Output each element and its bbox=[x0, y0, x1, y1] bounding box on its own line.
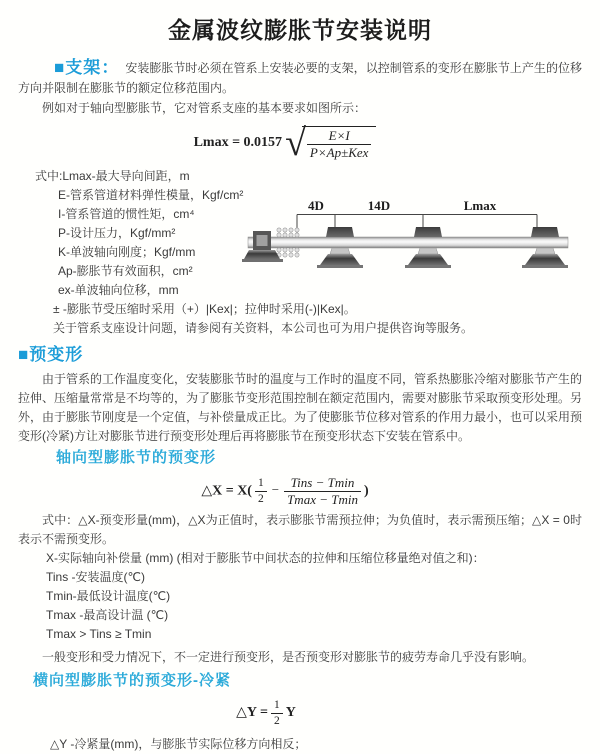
dimension-label-lmax: Lmax bbox=[463, 197, 497, 213]
half-numerator: 1 bbox=[255, 477, 267, 492]
axial-final-note: 一般变形和受力情况下，不一定进行预变形，是否预变形对膨胀节的疲劳寿命几乎没有影响。 bbox=[42, 650, 535, 665]
delta-y-numerator: 1 bbox=[271, 699, 283, 714]
definition-line: Ap-膨胀节有效面积，cm² bbox=[58, 263, 193, 278]
axial-note-line: Tins -安装温度(℃) bbox=[46, 570, 146, 585]
delta-y-half-fraction bbox=[271, 699, 283, 727]
subheading-axial-preform: 轴向型膨胀节的预变形 bbox=[56, 448, 217, 466]
axial-note-line: Tmax -最高设计温 (℃) bbox=[46, 608, 169, 623]
section-heading-preform: ■预变形 bbox=[18, 344, 84, 364]
dimension-label-4d: 4D bbox=[308, 197, 324, 213]
definition-line: E-管系管道材料弹性模量，Kgf/cm² bbox=[58, 187, 244, 202]
delta-y-denominator: 2 bbox=[273, 714, 280, 727]
pipe-support-diagram bbox=[240, 197, 595, 294]
delta-x-main-note: 式中：△X-预变形量(mm)，△X为正值时，表示膨胀节需预拉伸；为负值时，表示需预压缩；△X = 0时表示不需预变形。 bbox=[18, 513, 582, 547]
formula-lmax-lhs: Lmax = 0.0157 bbox=[193, 135, 283, 151]
support-intro-text: 安装膨胀节时必须在管系上安装必要的支架，以控制管系的变形在膨胀节上产生的位移方向并限制在膨胀节的额定位移范围内。 bbox=[18, 61, 582, 95]
pipe bbox=[248, 237, 568, 248]
definition-line: P-设计压力，Kgf/mm² bbox=[58, 225, 176, 240]
formula-delta-y-lhs: △Y = bbox=[236, 705, 268, 721]
formula-delta-y bbox=[0, 699, 532, 727]
formula-delta-x bbox=[0, 476, 570, 508]
consult-note: 关于管系支座设计问题，请参阅有关资料，本公司也可为用户提供咨询等服务。 bbox=[53, 320, 474, 335]
one-half-fraction bbox=[255, 477, 267, 505]
dimension-label-14d: 14D bbox=[367, 197, 391, 213]
lmax-fraction-numerator: E×I bbox=[307, 129, 372, 145]
formula-delta-y-rhs: Y bbox=[285, 705, 296, 721]
half-denominator: 2 bbox=[257, 492, 264, 505]
definition-line: ex-单波轴向位移，mm bbox=[58, 282, 179, 297]
formula-lmax bbox=[0, 122, 570, 165]
support-intro-paragraph bbox=[18, 58, 582, 98]
formula-delta-x-lhs: △X = X( bbox=[201, 483, 252, 499]
subheading-lateral-preform: 横向型膨胀节的预变形-冷紧 bbox=[33, 672, 231, 690]
document-page bbox=[0, 16, 600, 753]
axial-note-line: Tmax > Tins ≥ Tmin bbox=[46, 627, 152, 642]
axial-note-line: X-实际轴向补偿量 (mm) (相对于膨胀节中间状态的拉伸和压缩位移量绝对值之和)： bbox=[46, 551, 485, 566]
definition-line: I-管系管道的惯性矩，cm⁴ bbox=[58, 206, 195, 221]
definitions-and-diagram bbox=[0, 167, 600, 300]
formula-delta-x-rhs: ) bbox=[363, 483, 369, 499]
radical-sign-icon: √ bbox=[285, 122, 306, 165]
temperature-fraction bbox=[284, 476, 361, 508]
axial-note-line: Tmin-最低设计温度(℃) bbox=[46, 589, 171, 604]
delta-y-note: △Y -冷紧量(mm)，与膨胀节实际位移方向相反； bbox=[50, 737, 307, 752]
preform-paragraph: 由于管系的工作温度变化，安装膨胀节时的温度与工作时的温度不同，管系热膨胀冷缩对膨胀节产生的拉伸、压缩量常常是不均等的，为了膨胀节变形范围控制在额定范围内，需要对膨胀节采取预变形处理。另外，由于膨胀节刚度是一个定值，与补偿量成正比。为了使膨胀节位移对管系的作用力最小，也可以采用预变形(冷紧)方让对膨胀节进行预变形处理后再将膨胀节在预变形状态下安装在管系中。 bbox=[18, 371, 583, 443]
definition-line: K-单波轴向刚度；Kgf/mm bbox=[58, 244, 196, 259]
lmax-fraction bbox=[307, 129, 372, 161]
lmax-fraction-denominator: P×Ap±Kex bbox=[309, 145, 369, 161]
radicand bbox=[302, 126, 377, 161]
temperature-denominator: Tmax − Tmin bbox=[287, 491, 358, 507]
definition-line: 式中:Lmax-最大导向间距，m bbox=[35, 168, 190, 183]
minus-operator: − bbox=[271, 482, 280, 498]
sqrt-expression bbox=[285, 122, 376, 165]
plus-minus-note: ± -膨胀节受压缩时采用（+）|Kex|；拉伸时采用(-)|Kex|。 bbox=[53, 301, 356, 316]
page-title: 金属波纹膨胀节安装说明 bbox=[168, 17, 432, 43]
section-heading-support: ■支架： bbox=[54, 58, 120, 77]
support-example-line: 例如对于轴向型膨胀节，它对管系支座的基本要求如图所示： bbox=[42, 101, 367, 115]
temperature-numerator: Tins − Tmin bbox=[284, 476, 361, 492]
